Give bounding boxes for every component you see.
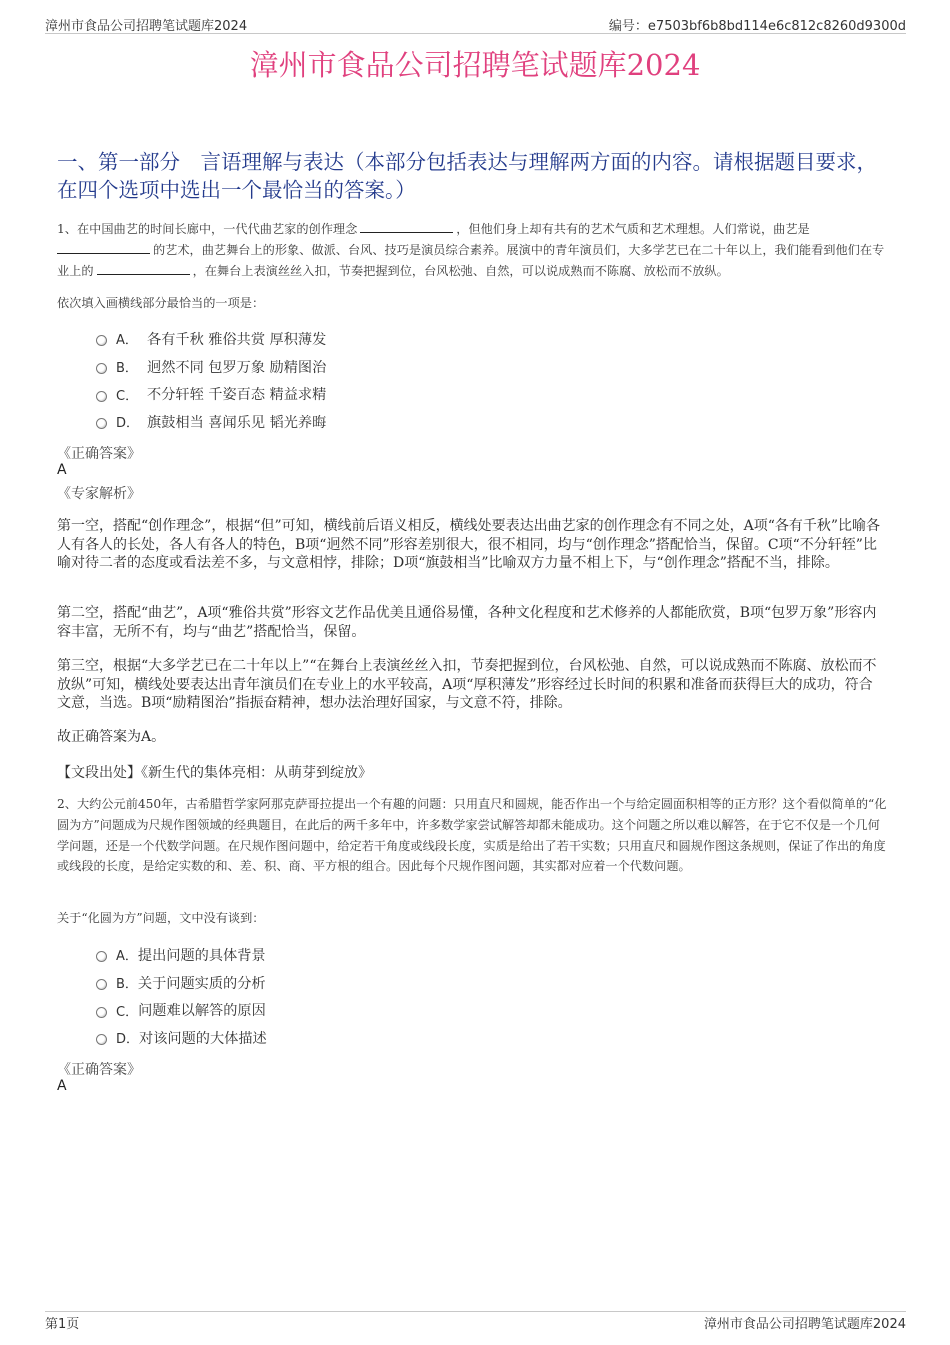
footer-doc-title: 漳州市食品公司招聘笔试题库2024 xyxy=(703,1317,906,1332)
answer-value: A xyxy=(57,462,67,478)
option-text: 关于问题实质的分析 xyxy=(137,975,266,992)
q1-text-part: ，但他们身上却有共有的艺术气质和艺术理想。人们常说，曲艺是 xyxy=(456,222,810,236)
option-label: B． xyxy=(116,977,138,993)
option-a[interactable] xyxy=(96,941,267,969)
radio-icon[interactable] xyxy=(96,979,107,990)
question-2-prompt: 关于“化圆为方”问题，文中没有谈到： xyxy=(57,911,265,925)
option-d[interactable] xyxy=(96,408,326,436)
option-label: C． xyxy=(116,1004,139,1020)
option-text: 问题难以解答的原因 xyxy=(138,1003,266,1020)
header-divider xyxy=(45,33,906,34)
radio-icon[interactable] xyxy=(96,951,107,962)
option-d[interactable] xyxy=(96,1024,267,1052)
q1-text-part: 1、在中国曲艺的时间长廊中，一代代曲艺家的创作理念 xyxy=(57,222,358,236)
answer-label: 《正确答案》 xyxy=(57,446,141,462)
option-label: A． xyxy=(116,949,138,965)
option-label: D． xyxy=(116,1032,140,1048)
analysis-paragraph: 第一空，搭配“创作理念”，根据“但”可知，横线前后语义相反，横线处要表达出曲艺家的创作理念有不同之处，A项“各有千秋”比喻各人有各人的长处，各人有各人的特色，B项“迥然不同”形容差别很大，很不相同，均与“创作理念”搭配恰当，保留。C项“不分轩轾”比喻对待二者的态度或看法差不多，与文意相悖，排除；D项“旗鼓相当”比喻双方力量不相上下，与“创作理念”搭配不当，排除。 xyxy=(57,518,881,571)
option-c[interactable] xyxy=(96,380,326,408)
source-citation: 【文段出处】《新生代的集体亮相：从萌芽到绽放》 xyxy=(57,765,372,781)
radio-icon[interactable] xyxy=(96,1034,107,1045)
radio-icon[interactable] xyxy=(96,1007,107,1018)
footer-divider xyxy=(45,1311,906,1312)
header-doc-id xyxy=(609,15,906,34)
answer-value: A xyxy=(57,1078,67,1094)
header-id-label: 编号： xyxy=(608,19,648,34)
option-b[interactable] xyxy=(96,969,267,997)
page-suffix: 页 xyxy=(66,1317,80,1332)
radio-icon[interactable] xyxy=(96,335,107,346)
option-text: 不分轩轾 千姿百态 精益求精 xyxy=(147,387,327,404)
fill-blank-2 xyxy=(57,242,150,254)
option-text: 对该问题的大体描述 xyxy=(139,1030,267,1047)
analysis-label: 《专家解析》 xyxy=(57,486,141,502)
question-1-stem xyxy=(57,219,891,281)
option-label: A． xyxy=(116,333,138,349)
option-text: 迥然不同 包罗万象 励精图治 xyxy=(147,359,327,376)
header-id-code: e7503bf6b8bd114e6c812c8260d9300d xyxy=(647,19,906,34)
option-c[interactable] xyxy=(96,996,267,1024)
question-1-prompt: 依次填入画横线部分最恰当的一项是： xyxy=(57,296,265,310)
page-prefix: 第 xyxy=(45,1317,59,1332)
fill-blank-3 xyxy=(97,263,190,275)
analysis-paragraph: 第三空，根据“大多学艺已在二十年以上”“在舞台上表演丝丝入扣，节奏把握到位，台风松弛、自然，可以说成熟而不陈腐、放松而不放纵”可知，横线处要表达出青年演员们在专业上的水平较高，A项“厚积薄发”形容经过长时间的积累和准备而获得巨大的成功，符合文意，当选。B项“励精图治”指振奋精神，想办法治理好国家，与文意不符，排除。 xyxy=(57,658,877,711)
page-num: 1 xyxy=(58,1317,67,1332)
option-label: D． xyxy=(116,416,140,432)
header-doc-title: 漳州市食品公司招聘笔试题库2024 xyxy=(45,19,248,34)
question-2-stem: 2、大约公元前450年，古希腊哲学家阿那克萨哥拉提出一个有趣的问题：只用直尺和圆规，能否作出一个与给定圆面积相等的正方形？这个看似简单的“化圆为方”问题成为尺规作图领域的经典题目，在此后的两千多年中，许多数学家尝试解答却都未能成功。这个问题之所以难以解答，在于它不仅是一个几何学问题，还是一个代数学问题。在尺规作图问题中，给定若干角度或线段长度，实质是给出了若干实数；只用直尺和圆规作图这条规则，保证了作出的角度或线段的长度，是给定实数的和、差、积、商、平方根的组合。因此每个尺规作图问题，其实都对应着一个代数问题。 xyxy=(57,797,887,874)
page-title: 漳州市食品公司招聘笔试题库2024 xyxy=(249,48,701,82)
option-text: 旗鼓相当 喜闻乐见 韬光养晦 xyxy=(147,414,327,431)
section-heading: 一、第一部分 言语理解与表达（本部分包括表达与理解两方面的内容。请根据题目要求，在四个选项中选出一个最恰当的答案。） xyxy=(57,150,877,202)
fill-blank-1 xyxy=(360,221,453,233)
option-text: 提出问题的具体背景 xyxy=(137,947,266,964)
question-2-options xyxy=(96,941,267,1052)
option-text: 各有千秋 雅俗共赏 厚积薄发 xyxy=(147,331,327,348)
answer-label: 《正确答案》 xyxy=(57,1062,141,1078)
radio-icon[interactable] xyxy=(96,363,107,374)
q1-text-part: ，在舞台上表演丝丝入扣，节奏把握到位，台风松弛、自然，可以说成熟而不陈腐、放松而不放纵。 xyxy=(192,263,729,278)
option-label: B． xyxy=(116,361,138,377)
analysis-conclusion: 故正确答案为A。 xyxy=(57,729,166,745)
q1-text-part: 的艺术，曲艺舞台上的形象、做派、台风、技巧是演员综合素养。展演中的青年演员们，大多学艺已在二十年以上，我们能看到他们在专业上的 xyxy=(57,242,885,278)
page-number xyxy=(45,1313,79,1332)
question-1-options xyxy=(96,325,326,436)
radio-icon[interactable] xyxy=(96,391,107,402)
option-label: C． xyxy=(116,388,139,404)
option-a[interactable] xyxy=(96,325,326,353)
option-b[interactable] xyxy=(96,353,326,381)
radio-icon[interactable] xyxy=(96,418,107,429)
analysis-paragraph: 第二空，搭配“曲艺”，A项“雅俗共赏”形容文艺作品优美且通俗易懂，各种文化程度和艺术修养的人都能欣赏，B项“包罗万象”形容内容丰富，无所不有，均与“曲艺”搭配恰当，保留。 xyxy=(57,605,877,640)
